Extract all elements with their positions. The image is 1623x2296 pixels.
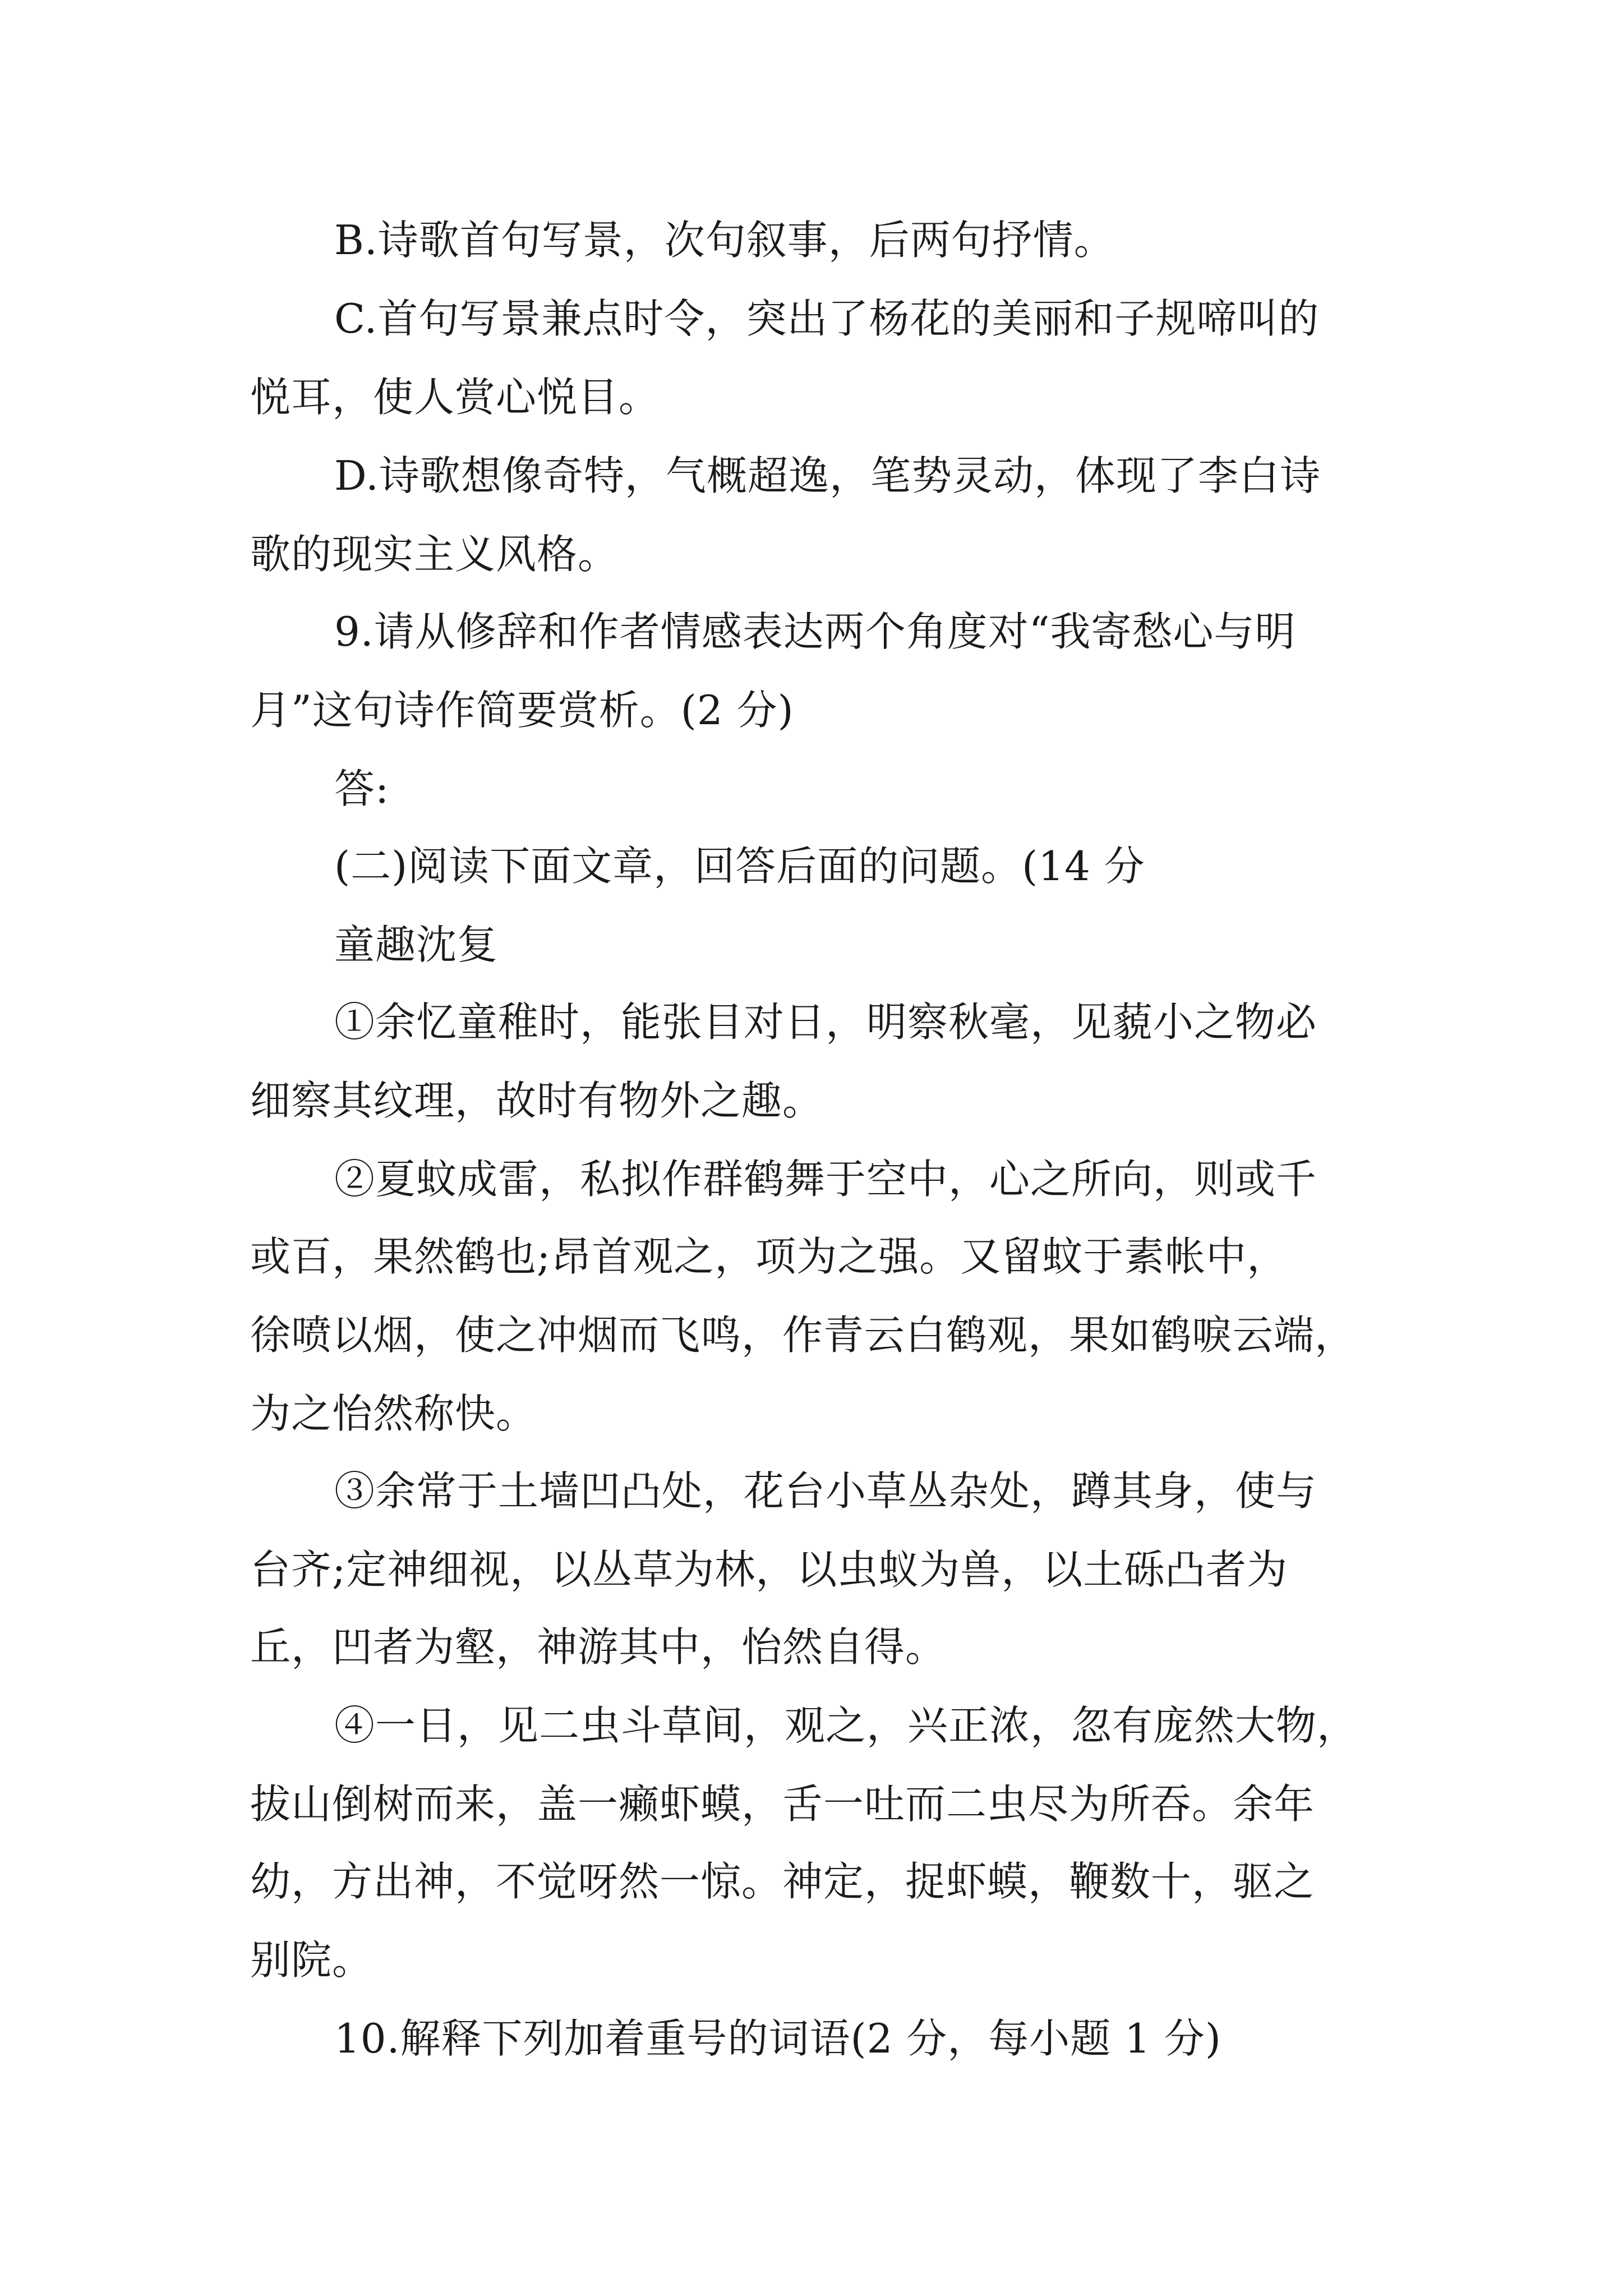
text-line: 月”这句诗作简要赏析。(2 分) [250, 687, 794, 734]
text-line: 幼，方出神，不觉呀然一惊。神定，捉虾蟆，鞭数十，驱之 [250, 1858, 1315, 1905]
text-line: 9.请从修辞和作者情感表达两个角度对“我寄愁心与明 [334, 608, 1296, 655]
text-line: 悦耳，使人赏心悦目。 [250, 374, 660, 421]
text-line: 徐喷以烟，使之冲烟而飞鸣，作青云白鹤观，果如鹤唳云端， [250, 1312, 1356, 1359]
text-line: B.诗歌首句写景，次句叙事，后两句抒情。 [334, 217, 1115, 264]
text-line: 答: [334, 765, 390, 812]
text-line: ②夏蚊成雷，私拟作群鹤舞于空中，心之所向，则或千 [334, 1156, 1317, 1203]
text-line: ④一日，见二虫斗草间，观之，兴正浓，忽有庞然大物， [334, 1702, 1358, 1749]
passage-title: 童趣沈复 [334, 921, 499, 968]
section-heading: (二)阅读下面文章，回答后面的问题。(14 分 [334, 843, 1145, 890]
text-line: 为之怡然称快。 [250, 1390, 537, 1437]
text-line: 别院。 [250, 1936, 374, 1984]
text-line: 台齐;定神细视，以丛草为林，以虫蚁为兽，以土砾凸者为 [250, 1546, 1288, 1593]
text-line: ③余常于土墙凹凸处，花台小草丛杂处，蹲其身，使与 [334, 1467, 1317, 1515]
question-line: 10.解释下列加着重号的词语(2 分，每小题 1 分) [334, 2015, 1221, 2062]
text-line: 歌的现实主义风格。 [250, 531, 619, 578]
text-line: ①余忆童稚时，能张目对日，明察秋毫，见藐小之物必 [334, 999, 1317, 1046]
text-line: C.首句写景兼点时令，突出了杨花的美丽和子规啼叫的 [334, 295, 1320, 342]
text-line: 或百，果然鹤也;昂首观之，项为之强。又留蚊于素帐中， [250, 1233, 1288, 1280]
text-line: D.诗歌想像奇特，气概超逸，笔势灵动，体现了李白诗 [334, 452, 1321, 499]
text-line: 拔山倒树而来，盖一癞虾蟆，舌一吐而二虫尽为所吞。余年 [250, 1780, 1315, 1828]
text-line: 细察其纹理，故时有物外之趣。 [250, 1077, 824, 1124]
text-line: 丘，凹者为壑，神游其中，怡然自得。 [250, 1623, 947, 1671]
